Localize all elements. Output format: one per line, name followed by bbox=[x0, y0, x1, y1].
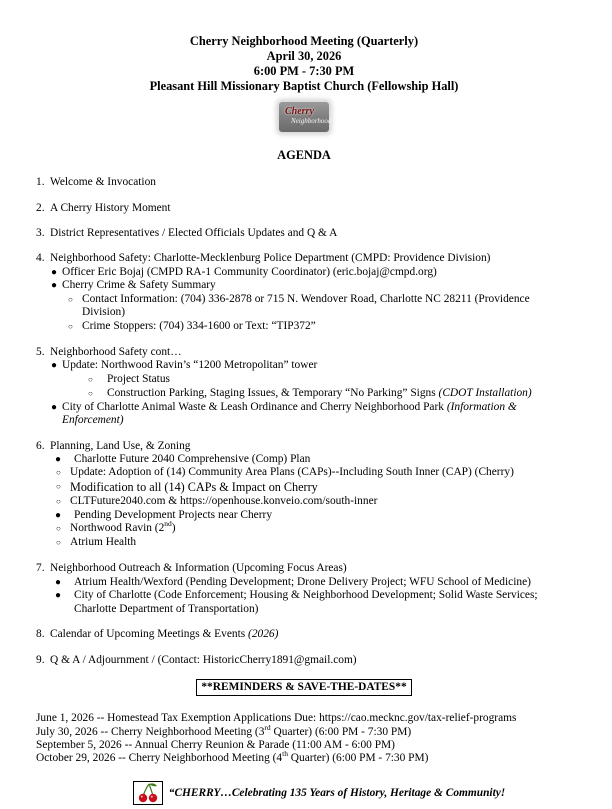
sub-sub-list bbox=[62, 373, 572, 401]
sub-sub-item-adoption: ○ Update: Adoption of (14) Community Area Plans (CAPs)--Including South Inner (CAP) (Cherry) bbox=[56, 466, 514, 479]
sub-sub-list bbox=[50, 466, 572, 508]
date-line: September 5, 2026 -- Annual Cherry Reunion & Parade (11:00 AM - 6:00 PM) bbox=[36, 738, 395, 751]
item-number: 6. bbox=[36, 439, 45, 452]
meeting-date: April 30, 2026 bbox=[266, 48, 342, 63]
reminders-heading: **REMINDERS & SAVE-THE-DATES** bbox=[196, 679, 411, 696]
agenda-item-3 bbox=[36, 227, 572, 240]
item-number: 7. bbox=[36, 562, 45, 575]
circle-bullet-icon: ○ bbox=[56, 524, 61, 534]
circle-bullet-icon: ○ bbox=[88, 388, 93, 398]
item-text: District Representatives / Elected Officials Updates and Q & A bbox=[50, 227, 338, 240]
sub-list bbox=[50, 453, 572, 466]
item-number: 9. bbox=[36, 653, 45, 666]
sub-item-future: ● Charlotte Future 2040 Comprehensive (Comp) Plan bbox=[51, 453, 572, 466]
bullet-icon: ● bbox=[55, 509, 62, 521]
item-number: 3. bbox=[36, 227, 45, 240]
bullet-icon: ● bbox=[51, 280, 58, 292]
item-text: Q & A / Adjournment / (Contact: HistoricCherry1891@gmail.com) bbox=[50, 653, 357, 666]
circle-bullet-icon: ○ bbox=[56, 538, 61, 548]
circle-bullet-icon: ○ bbox=[56, 496, 61, 506]
agenda-heading: AGENDA bbox=[277, 147, 331, 162]
bullet-icon: ● bbox=[55, 576, 62, 588]
item-text: Calendar of Upcoming Meetings & Events bbox=[50, 628, 246, 641]
item-note: (2026) bbox=[248, 628, 279, 641]
item-text: Planning, Land Use, & Zoning bbox=[50, 439, 191, 452]
circle-bullet-icon: ○ bbox=[56, 468, 61, 478]
sub-list bbox=[50, 359, 572, 427]
sub-sub-item-modification: ○ Modification to all (14) CAPs & Impact on Cherry bbox=[56, 480, 318, 495]
agenda-item-4 bbox=[36, 252, 572, 333]
logo-container bbox=[36, 102, 572, 134]
item-number: 5. bbox=[36, 345, 45, 358]
meeting-location: Pleasant Hill Missionary Baptist Church (Fellowship Hall) bbox=[149, 78, 459, 93]
bullet-icon: ● bbox=[51, 401, 58, 413]
footer bbox=[36, 781, 572, 805]
circle-bullet-icon: ○ bbox=[88, 374, 93, 384]
sub-sub-item-status: ○ Project Status bbox=[88, 372, 170, 385]
agenda-item-8 bbox=[36, 628, 572, 641]
agenda-list bbox=[36, 176, 572, 667]
item-number: 8. bbox=[36, 628, 45, 641]
item-number: 1. bbox=[36, 176, 45, 189]
agenda-item-2 bbox=[36, 202, 572, 215]
item-text: Neighborhood Outreach & Information (Upcoming Focus Areas) bbox=[50, 562, 347, 575]
sub-list bbox=[50, 576, 572, 616]
save-the-dates-list bbox=[36, 712, 572, 765]
sub-sub-item-atrium: ○ Atrium Health bbox=[56, 536, 137, 549]
sub-sub-item-construction: ○ Construction Parking, Staging Issues, & Temporary “No Parking” Signs (CDOT Installation) bbox=[88, 386, 532, 399]
bullet-icon: ● bbox=[51, 360, 58, 372]
bullet-icon: ● bbox=[55, 590, 62, 602]
footer-tagline: “CHERRY…Celebrating 135 Years of History, Heritage & Community! bbox=[168, 786, 506, 799]
sub-sub-item-contact: ○ Contact Information: (704) 336-2878 or 715 N. Wendover Road, Charlotte NC 28211 (Providence Division) bbox=[68, 292, 530, 319]
cherry-neighborhood-logo bbox=[279, 102, 332, 132]
sub-item-officer: ● Officer Eric Bojaj (CMPD RA-1 Community Coordinator) (eric.bojaj@cmpd.org) bbox=[51, 265, 437, 278]
agenda-item-7 bbox=[36, 562, 572, 616]
sub-item-summary: ● Cherry Crime & Safety Summary ○ Contact Information: (704) 336-2878 or 715 N. Wendover Road, Charlotte NC 28211 (Providence Division) ○ Crime Stoppers: (704) 334-1600 or Text: “TIP372” bbox=[51, 279, 572, 333]
sub-list bbox=[50, 509, 572, 522]
meeting-header bbox=[36, 34, 572, 94]
logo-text-line1: Cherry bbox=[285, 105, 314, 117]
sub-sub-list bbox=[62, 293, 572, 334]
bullet-icon: ● bbox=[51, 266, 58, 278]
item-text: A Cherry History Moment bbox=[50, 201, 171, 214]
item-text: Welcome & Invocation bbox=[50, 176, 156, 189]
reminders-heading-wrap bbox=[36, 679, 572, 696]
sub-sub-item-northwood: ○ Northwood Ravin (2nd) bbox=[56, 519, 176, 535]
item-number: 2. bbox=[36, 201, 45, 214]
sub-item-ordinance: ● City of Charlotte Animal Waste & Leash Ordinance and Cherry Neighborhood Park (Information & Enforcement) bbox=[51, 400, 517, 427]
agenda-item-5 bbox=[36, 346, 572, 428]
sub-sub-item-stoppers: ○ Crime Stoppers: (704) 334-1600 or Text: “TIP372” bbox=[68, 319, 316, 332]
date-line: June 1, 2026 -- Homestead Tax Exemption Applications Due: https://cao.mecknc.gov/tax-relief-programs bbox=[36, 712, 517, 725]
agenda-item-1 bbox=[36, 176, 572, 189]
item-number: 4. bbox=[36, 252, 45, 265]
meeting-time: 6:00 PM - 7:30 PM bbox=[253, 63, 355, 78]
sub-sub-item-links: ○ CLTFuture2040.com & https://openhouse.konveio.com/south-inner bbox=[56, 494, 378, 507]
meeting-title: Cherry Neighborhood Meeting (Quarterly) bbox=[189, 34, 419, 48]
cherries-icon bbox=[133, 781, 163, 805]
item-text: Neighborhood Safety cont… bbox=[50, 345, 182, 358]
sub-list bbox=[50, 266, 572, 334]
circle-bullet-icon: ○ bbox=[56, 482, 61, 492]
agenda-item-9 bbox=[36, 654, 572, 667]
circle-bullet-icon: ○ bbox=[68, 321, 73, 331]
date-line: October 29, 2026 -- Cherry Neighborhood Meeting (4th Quarter) (6:00 PM - 7:30 PM) bbox=[36, 749, 429, 765]
date-line: July 30, 2026 -- Cherry Neighborhood Meeting (3rd Quarter) (6:00 PM - 7:30 PM) bbox=[36, 722, 412, 738]
agenda-item-6 bbox=[36, 440, 572, 551]
sub-sub-list bbox=[50, 519, 572, 550]
bullet-icon: ● bbox=[55, 454, 62, 466]
circle-bullet-icon: ○ bbox=[68, 294, 73, 304]
item-text: Neighborhood Safety: Charlotte-Mecklenburg Police Department (CMPD: Providence Division) bbox=[50, 252, 491, 265]
sub-item-city: ● City of Charlotte (Code Enforcement; Housing & Neighborhood Development; Solid Waste Services; Charlotte Department of Transportation) bbox=[51, 589, 572, 616]
logo-text-line2: Neighborhood bbox=[291, 116, 332, 125]
sub-item-update: ● Update: Northwood Ravin’s “1200 Metropolitan” tower ○ Project Status ○ Construction Parking, Staging Issues, & Temporary “No Parking” Signs (CDOT Installation) bbox=[51, 359, 572, 400]
sub-item-pending: ● Pending Development Projects near Cherry bbox=[51, 509, 572, 522]
sub-item-atrium: ● Atrium Health/Wexford (Pending Development; Drone Delivery Project; WFU School of Medicine) bbox=[51, 576, 572, 589]
